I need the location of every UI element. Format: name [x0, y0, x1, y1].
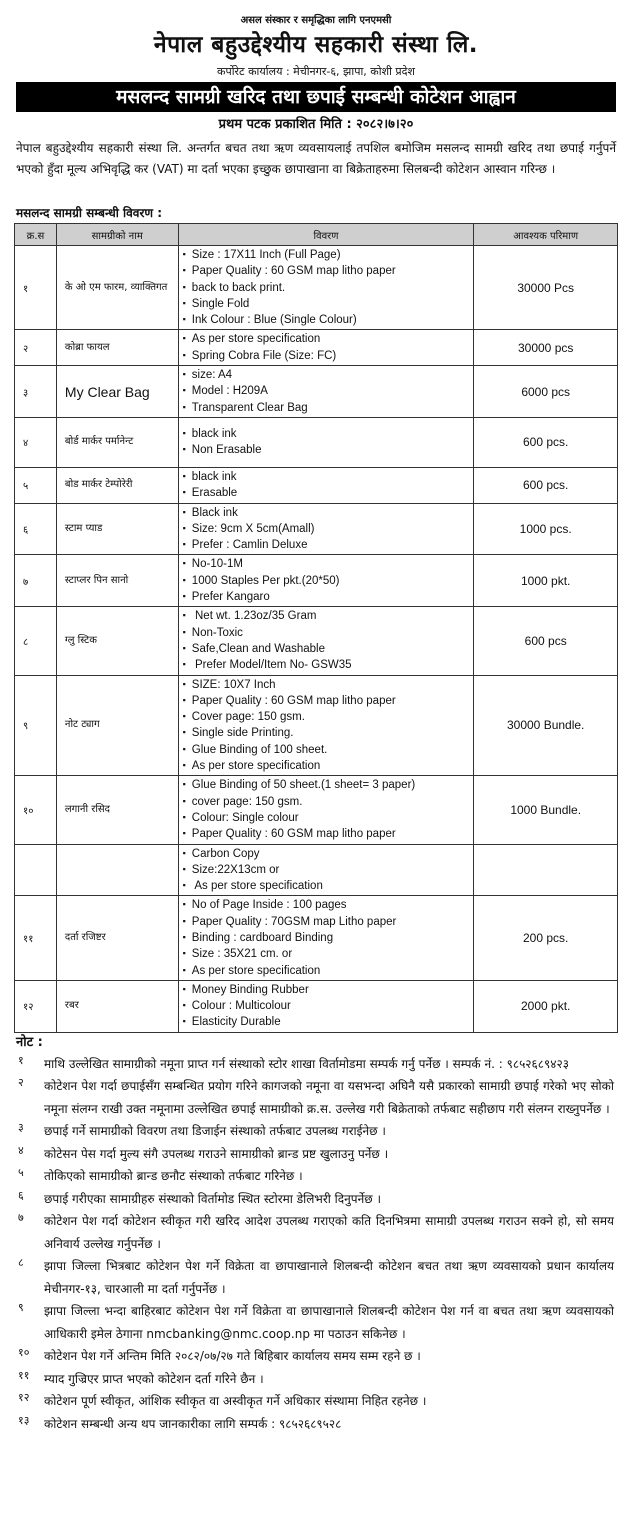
- note-item: [14, 1165, 614, 1188]
- note-text: कोटेशन पेश गर्दा कोटेशन स्वीकृत गरी खरिद आदेश उपलब्ध गराएको कति दिनभित्रमा सामाग्री उपलब्ध गराउन सक्ने हो, सो समय अनिवार्य उल्लेख गर्नुपर्नेछ ।: [44, 1214, 614, 1251]
- note-item: [14, 1368, 614, 1391]
- spec-list: [183, 367, 470, 416]
- publish-date: प्रथम पटक प्रकाशित मिति : २०८२।७।२०: [218, 117, 414, 132]
- spec-item: ▪ Cover page: 150 gsm.: [183, 709, 470, 725]
- items-table: [14, 223, 618, 1033]
- note-item: [14, 1255, 614, 1300]
- item-serial: ३: [15, 366, 57, 418]
- office-address: कर्पोरेट कार्यालय : मेचीनगर-६, झापा, कोशी प्रदेश: [217, 65, 415, 78]
- note-text: झापा जिल्ला भित्रबाट कोटेशन पेश गर्ने विक्रेता वा छापाखानाले शिलबन्दी कोटेशन बचत तथा ऋण व्यवसायको प्रधान कार्यालय मेचीनगर-१३, चारआली मा दर्ता गर्नुपर्नेछ ।: [44, 1259, 614, 1296]
- note-item: [14, 1120, 614, 1143]
- note-number: ९: [18, 1301, 24, 1315]
- spec-item: ▪ Glue Binding of 100 sheet.: [183, 742, 470, 758]
- item-description: [178, 607, 474, 675]
- spec-item: ▪ Model : H209A: [183, 383, 470, 399]
- spec-item: ▪ Elasticity Durable: [183, 1014, 470, 1030]
- note-item: [14, 1053, 614, 1076]
- item-description: [178, 980, 474, 1032]
- note-text: झापा जिल्ला भन्दा बाहिरबाट कोटेशन पेश गर्ने विक्रेता वा छापाखानाले शिलबन्दी कोटेशन पेश गर्न वा बचत तथा ऋण व्यवसायको आधिकारी इमेल ठेगाना nmcbanking@nmc.coop.np मा पठाउन सकिनेछ ।: [44, 1304, 614, 1341]
- note-number: ८: [18, 1256, 24, 1270]
- spec-item: ▪ Colour : Multicolour: [183, 998, 470, 1014]
- note-item: [14, 1390, 614, 1413]
- note-text: कोटेसन पेस गर्दा मुल्य संगै उपलब्ध गराउने सामाग्रीको ब्रान्ड प्रष्ट खुलाउनु पर्नेछ ।: [44, 1146, 389, 1161]
- item-quantity: 1000 Bundle.: [474, 776, 618, 844]
- item-description: [178, 417, 474, 467]
- col-header-description: विवरण: [178, 224, 474, 246]
- table-row: [15, 844, 618, 896]
- spec-item: ▪ black ink: [183, 469, 470, 485]
- table-row: [15, 503, 618, 555]
- note-number: ७: [18, 1211, 24, 1225]
- note-number: २: [18, 1076, 24, 1090]
- note-number: ६: [18, 1188, 24, 1202]
- spec-item: ▪ As per store specification: [183, 758, 470, 774]
- item-name: नोट ट्याग: [56, 675, 178, 776]
- spec-list: [183, 608, 470, 673]
- spec-list: [183, 777, 470, 842]
- spec-item: ▪ Binding : cardboard Binding: [183, 930, 470, 946]
- spec-item: ▪ Size:22X13cm or: [183, 862, 470, 878]
- note-number: ४: [18, 1143, 24, 1157]
- spec-list: [183, 846, 470, 895]
- intro-paragraph: नेपाल बहुउद्देश्यीय सहकारी संस्था लि. अन्तर्गत बचत तथा ऋण व्यवसायलाई तपशिल बमोजिम मसलन्द सामग्री खरिद तथा छपाई गर्नुपर्ने भएको हुँदा मूल्य अभिवृद्धि कर (VAT) मा दर्ता भएका इच्छुक छापाखाना वा बिक्रेताहरुमा सिलबन्दी कोटेशन आस्वान गरिन्छ ।: [16, 141, 616, 176]
- spec-list: [183, 556, 470, 605]
- spec-item: ▪ Paper Quality : 70GSM map Litho paper: [183, 914, 470, 930]
- spec-item: ▪ Ink Colour : Blue (Single Colour): [183, 312, 470, 328]
- item-name: बोर्ड मार्कर पर्मानेन्ट: [56, 417, 178, 467]
- note-text: कोटेशन सम्बन्धी अन्य थप जानकारीका लागि सम्पर्क : ९८५२६८९५२८: [44, 1416, 342, 1431]
- table-row: [15, 776, 618, 844]
- item-serial: ४: [15, 417, 57, 467]
- note-item: [14, 1075, 614, 1120]
- item-quantity: 600 pcs: [474, 607, 618, 675]
- item-name: दर्ता रजिष्टर: [56, 896, 178, 980]
- table-row: [15, 246, 618, 330]
- item-description: [178, 896, 474, 980]
- spec-item: ▪ As per store specification: [183, 963, 470, 979]
- col-header-name: सामग्रीको नाम: [56, 224, 178, 246]
- note-number: ११: [18, 1368, 30, 1382]
- item-quantity: 30000 Bundle.: [474, 675, 618, 776]
- item-description: [178, 467, 474, 503]
- spec-item: ▪ Prefer : Camlin Deluxe: [183, 537, 470, 553]
- spec-item: ▪ As per store specification: [183, 878, 470, 894]
- note-text: कोटेशन पेश गर्ने अन्तिम मिति २०८२/०७/२७ गते बिहिबार कार्यालय समय सम्म रहने छ ।: [44, 1349, 421, 1364]
- item-description: [178, 246, 474, 330]
- item-name: स्टाम प्याड: [56, 503, 178, 555]
- item-serial: ७: [15, 555, 57, 607]
- note-text: कोटेशन पूर्ण स्वीकृत, आंशिक स्वीकृत वा अस्वीकृत गर्ने अधिकार संस्थामा निहित रहनेछ ।: [44, 1394, 427, 1409]
- item-serial: १०: [15, 776, 57, 844]
- tagline: असल संस्कार र समृद्धिका लागि एनएमसी: [240, 15, 392, 26]
- item-quantity: 600 pcs.: [474, 467, 618, 503]
- spec-item: ▪ Erasable: [183, 485, 470, 501]
- spec-list: [183, 469, 470, 502]
- spec-item: ▪ Transparent Clear Bag: [183, 400, 470, 416]
- item-quantity: 200 pcs.: [474, 896, 618, 980]
- spec-item: ▪ Paper Quality : 60 GSM map litho paper: [183, 826, 470, 842]
- spec-list: [183, 247, 470, 328]
- spec-item: ▪ As per store specification: [183, 331, 470, 347]
- spec-item: ▪ Net wt. 1.23oz/35 Gram: [183, 608, 470, 624]
- spec-list: [183, 982, 470, 1031]
- spec-item: ▪ size: A4: [183, 367, 470, 383]
- item-quantity: 600 pcs.: [474, 417, 618, 467]
- notes-list: [14, 1053, 618, 1436]
- notice-title: मसलन्द सामग्री खरिद तथा छपाई सम्बन्धी कोटेशन आह्वान: [16, 82, 616, 112]
- spec-item: ▪ Non-Toxic: [183, 625, 470, 641]
- note-text: छपाई गरीएका सामाग्रीहरु संस्थाको विर्तामोड स्थित स्टोरमा डेलिभरी दिनुपर्नेछ ।: [44, 1191, 382, 1206]
- item-name: स्टाप्लर पिन सानो: [56, 555, 178, 607]
- note-number: १: [18, 1053, 24, 1067]
- col-header-sn: क्र.स: [15, 224, 57, 246]
- spec-item: ▪ Paper Quality : 60 GSM map litho paper: [183, 693, 470, 709]
- spec-list: [183, 426, 470, 459]
- item-quantity: 1000 pcs.: [474, 503, 618, 555]
- spec-item: ▪ Prefer Kangaro: [183, 589, 470, 605]
- notes-title: नोट :: [16, 1034, 43, 1050]
- item-name: बोड मार्कर टेम्पोरेरी: [56, 467, 178, 503]
- spec-item: ▪ black ink: [183, 426, 470, 442]
- item-description: [178, 330, 474, 366]
- table-row: [15, 467, 618, 503]
- note-text: म्याद गुज्रिएर प्राप्त भएको कोटेशन दर्ता गरिने छैन ।: [44, 1371, 264, 1386]
- table-row: [15, 366, 618, 418]
- spec-item: ▪ Non Erasable: [183, 442, 470, 458]
- spec-item: ▪ back to back print.: [183, 280, 470, 296]
- table-row: [15, 330, 618, 366]
- col-header-quantity: आवश्यक परिमाण: [474, 224, 618, 246]
- note-number: १०: [18, 1346, 30, 1360]
- spec-item: ▪ Single Fold: [183, 296, 470, 312]
- item-name: [56, 844, 178, 896]
- table-header-row: [15, 224, 618, 246]
- note-number: १३: [18, 1413, 30, 1427]
- table-row: [15, 555, 618, 607]
- spec-list: [183, 677, 470, 775]
- note-number: १२: [18, 1391, 30, 1405]
- table-body: [15, 246, 618, 1033]
- spec-item: ▪ Spring Cobra File (Size: FC): [183, 348, 470, 364]
- table-row: [15, 896, 618, 980]
- item-name: रबर: [56, 980, 178, 1032]
- note-item: [14, 1143, 614, 1166]
- item-description: [178, 776, 474, 844]
- spec-list: [183, 897, 470, 978]
- item-name: ग्लु स्टिक: [56, 607, 178, 675]
- item-serial: ५: [15, 467, 57, 503]
- item-description: [178, 675, 474, 776]
- item-quantity: 6000 pcs: [474, 366, 618, 418]
- note-number: ५: [18, 1166, 24, 1180]
- spec-item: ▪ Colour: Single colour: [183, 810, 470, 826]
- note-item: [14, 1210, 614, 1255]
- spec-item: ▪ Single side Printing.: [183, 725, 470, 741]
- spec-list: [183, 505, 470, 554]
- item-serial: १: [15, 246, 57, 330]
- item-description: [178, 844, 474, 896]
- item-serial: ११: [15, 896, 57, 980]
- item-serial: [15, 844, 57, 896]
- item-serial: ८: [15, 607, 57, 675]
- spec-item: ▪ Safe,Clean and Washable: [183, 641, 470, 657]
- item-serial: ९: [15, 675, 57, 776]
- item-quantity: 2000 pkt.: [474, 980, 618, 1032]
- item-quantity: 30000 Pcs: [474, 246, 618, 330]
- spec-item: ▪ Size : 17X11 Inch (Full Page): [183, 247, 470, 263]
- spec-item: ▪ cover page: 150 gsm.: [183, 794, 470, 810]
- item-quantity: 1000 pkt.: [474, 555, 618, 607]
- spec-item: ▪ No-10-1M: [183, 556, 470, 572]
- note-text: माथि उल्लेखित सामाग्रीको नमूना प्राप्त गर्न संस्थाको स्टोर शाखा विर्तामोडमा सम्पर्क गर्नु पर्नेछ । सम्पर्क नं. : ९८५२६८९४२३: [44, 1056, 569, 1071]
- spec-item: ▪ Glue Binding of 50 sheet.(1 sheet= 3 paper): [183, 777, 470, 793]
- item-name: My Clear Bag: [56, 366, 178, 418]
- spec-item: ▪ Carbon Copy: [183, 846, 470, 862]
- item-name: के ओ एम फारम, व्याक्तिगत: [56, 246, 178, 330]
- note-text: छपाई गर्ने सामाग्रीको विवरण तथा डिजाईन संस्थाको तर्फबाट उपलब्ध गराईनेछ ।: [44, 1124, 386, 1139]
- item-name: कोब्रा फायल: [56, 330, 178, 366]
- note-item: [14, 1345, 614, 1368]
- spec-item: ▪ Money Binding Rubber: [183, 982, 470, 998]
- note-item: [14, 1300, 614, 1345]
- item-description: [178, 366, 474, 418]
- item-description: [178, 503, 474, 555]
- spec-item: ▪ SIZE: 10X7 Inch: [183, 677, 470, 693]
- note-text: कोटेशन पेश गर्दा छपाईसँग सम्बन्धित प्रयोग गरिने कागजको नमूना वा यसभन्दा अघिनै यसै प्रकारको सामाग्री छपाई गरेको भए सोको नमूना संलग्न राखी उक्त नमूनामा उल्लेखित छपाई सामाग्रीको क्र.स. उल्लेख गरी बिक्रेताको तर्फबाट सहीछाप गरी संलग्न राख्नुपर्नेछ ।: [44, 1079, 614, 1116]
- item-serial: २: [15, 330, 57, 366]
- spec-item: ▪ Paper Quality : 60 GSM map litho paper: [183, 263, 470, 279]
- spec-item: ▪ Size: 9cm X 5cm(Amall): [183, 521, 470, 537]
- item-description: [178, 555, 474, 607]
- spec-list: [183, 331, 470, 364]
- note-item: [14, 1188, 614, 1211]
- section-title: मसलन्द सामग्री सम्बन्धी विवरण :: [16, 206, 162, 220]
- spec-item: ▪ Size : 35X21 cm. or: [183, 946, 470, 962]
- spec-item: ▪ Prefer Model/Item No- GSW35: [183, 657, 470, 673]
- table-row: [15, 607, 618, 675]
- organization-name: नेपाल बहुउद्देश्यीय सहकारी संस्था लि.: [153, 32, 479, 58]
- table-row: [15, 417, 618, 467]
- item-serial: १२: [15, 980, 57, 1032]
- note-text: तोकिएको सामाग्रीको ब्रान्ड छनौट संस्थाको तर्फबाट गरिनेछ ।: [44, 1169, 303, 1184]
- table-row: [15, 980, 618, 1032]
- spec-item: ▪ No of Page Inside : 100 pages: [183, 897, 470, 913]
- item-quantity: 30000 pcs: [474, 330, 618, 366]
- note-item: [14, 1413, 614, 1436]
- item-name: लगानी रसिद: [56, 776, 178, 844]
- item-quantity: [474, 844, 618, 896]
- table-row: [15, 675, 618, 776]
- spec-item: ▪ 1000 Staples Per pkt.(20*50): [183, 573, 470, 589]
- note-number: ३: [18, 1121, 24, 1135]
- spec-item: ▪ Black ink: [183, 505, 470, 521]
- item-serial: ६: [15, 503, 57, 555]
